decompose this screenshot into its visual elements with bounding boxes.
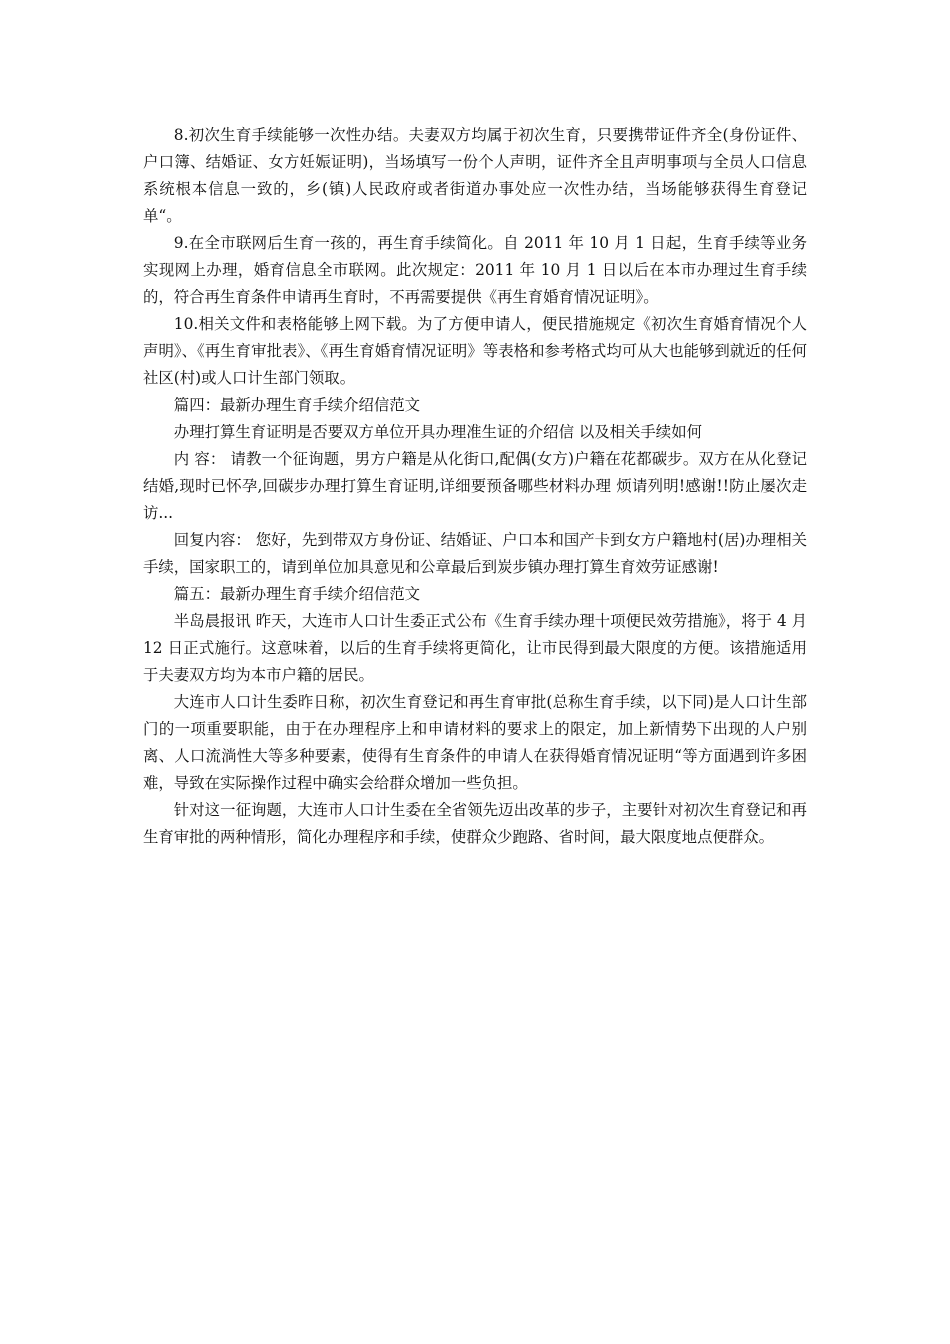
- question-title: 办理打算生育证明是否要双方单位开具办理准生证的介绍信 以及相关手续如何: [173, 423, 702, 441]
- news-paragraph-2: 大连市人口计生委昨日称，初次生育登记和再生育审批(总称生育手续，以下同)是人口计生部门的一项重要职能，由于在办理程序上和申请材料的要求上的限定，加上新情势下出现的人户别离、人口流淌性大等多种要素，使得有生育条件的申请人在获得婚育情况证明“等方面遇到许多困难，导致在实际操作过程中确实会给群众增加一些负担。: [143, 693, 807, 792]
- paragraph-item-9: 9.在全市联网后生育一孩的，再生育手续简化。自 2011 年 10 月 1 日起，生育手续等业务实现网上办理，婚育信息全市联网。此次规定：2011 年 10 月 1 日以后在本市办理过生育手续的，符合再生育条件申请再生育时，不再需要提供《再生育婚育情况证明》。: [143, 234, 807, 306]
- question-content: 内 容： 请教一个征询题，男方户籍是从化街口,配偶(女方)户籍在花都碳步。双方在从化登记结婚,现时已怀孕,回碳步办理打算生育证明,详细要预备哪些材料办理 烦请列明!感谢!!防止屡次走访...: [143, 450, 807, 522]
- paragraph-item-8: 8.初次生育手续能够一次性办结。夫妻双方均属于初次生育，只要携带证件齐全(身份证件、户口簿、结婚证、女方妊娠证明)，当场填写一份个人声明，证件齐全且声明事项与全员人口信息系统根本信息一致的，乡(镇)人民政府或者街道办事处应一次性办结，当场能够获得生育登记单“。: [143, 126, 807, 225]
- paragraph-item-10: 10.相关文件和表格能够上网下载。为了方便申请人，便民措施规定《初次生育婚育情况个人声明》、《再生育审批表》、《再生育婚育情况证明》等表格和参考格式均可从大也能够到就近的任何社区(村)或人口计生部门领取。: [143, 315, 807, 387]
- document-body: [143, 122, 807, 851]
- reply-content: 回复内容： 您好，先到带双方身份证、结婚证、户口本和国产卡到女方户籍地村(居)办理相关手续，国家职工的，请到单位加具意见和公章最后到炭步镇办理打算生育效劳证感谢!: [143, 531, 807, 576]
- section-heading-part-5: 篇五：最新办理生育手续介绍信范文: [173, 585, 421, 603]
- news-paragraph-3: 针对这一征询题，大连市人口计生委在全省领先迈出改革的步子，主要针对初次生育登记和再生育审批的两种情形，简化办理程序和手续，使群众少跑路、省时间，最大限度地点便群众。: [143, 801, 807, 846]
- section-heading-part-4: 篇四：最新办理生育手续介绍信范文: [173, 396, 421, 414]
- news-paragraph-1: 半岛晨报讯 昨天，大连市人口计生委正式公布《生育手续办理十项便民效劳措施》，将于 4 月 12 日正式施行。这意味着，以后的生育手续将更简化，让市民得到最大限度的方便。该措施适用于夫妻双方均为本市户籍的居民。: [143, 612, 807, 684]
